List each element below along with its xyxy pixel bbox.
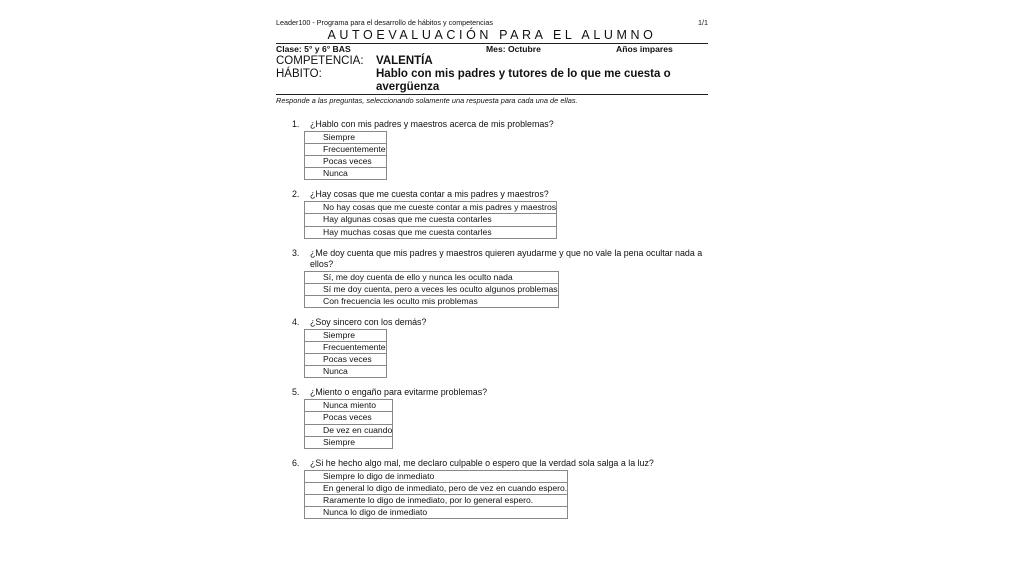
answer-option-row[interactable] — [305, 436, 393, 448]
answer-option-row[interactable] — [305, 342, 387, 354]
answer-option[interactable]: Siempre — [305, 132, 387, 144]
answer-option[interactable]: De vez en cuando — [305, 424, 393, 436]
answer-option[interactable]: Sí me doy cuenta, pero a veces les oculto algunos problemas — [305, 283, 559, 295]
instructions: Responde a las preguntas, seleccionando solamente una respuesta para cada una de ellas. — [276, 96, 578, 105]
answer-option-row[interactable] — [305, 366, 387, 378]
answer-option[interactable]: Hay algunas cosas que me cuesta contarles — [305, 214, 557, 226]
answer-options — [304, 329, 387, 378]
question-text — [292, 387, 708, 398]
document-page — [276, 18, 708, 528]
divider — [276, 94, 708, 95]
question-text — [292, 317, 708, 328]
answer-option-row[interactable] — [305, 295, 559, 307]
answer-option[interactable]: Frecuentemente — [305, 342, 387, 354]
question-number: 6. — [292, 457, 300, 468]
habito-label: HÁBITO: — [276, 68, 322, 80]
question-number: 2. — [292, 189, 300, 200]
question-body: ¿Hay cosas que me cuesta contar a mis padres y maestros? — [310, 189, 549, 200]
document-title: AUTOEVALUACIÓN PARA EL ALUMNO — [327, 28, 657, 42]
question-2 — [276, 189, 708, 238]
question-text — [292, 458, 708, 469]
answer-option[interactable]: En general lo digo de inmediato, pero de vez en cuando espero. — [305, 482, 568, 494]
answer-option-row[interactable] — [305, 156, 387, 168]
answer-option[interactable]: Pocas veces — [305, 412, 393, 424]
question-4 — [276, 317, 708, 378]
answer-option-row[interactable] — [305, 168, 387, 180]
answer-options — [304, 131, 387, 180]
answer-option-row[interactable] — [305, 470, 568, 482]
competencia-value: VALENTÍA — [376, 55, 433, 67]
answer-option[interactable]: Con frecuencia les oculto mis problemas — [305, 295, 559, 307]
answer-option[interactable]: Sí, me doy cuenta de ello y nunca les oculto nada — [305, 271, 559, 283]
answer-option[interactable]: Nunca lo digo de inmediato — [305, 506, 568, 518]
question-text — [292, 248, 708, 270]
competencia-row — [276, 55, 708, 68]
answer-option-row[interactable] — [305, 329, 387, 341]
month-label: Mes: Octubre — [486, 44, 541, 54]
class-label: Clase: 5° y 6° BAS — [276, 44, 351, 54]
answer-option-row[interactable] — [305, 144, 387, 156]
habito-row — [276, 68, 708, 94]
answer-option[interactable]: Nunca miento — [305, 400, 393, 412]
question-body: ¿Me doy cuenta que mis padres y maestros quieren ayudarme y que no vale la pena ocultar nada a ellos? — [310, 247, 703, 269]
answer-option[interactable]: Pocas veces — [305, 156, 387, 168]
question-3 — [276, 248, 708, 308]
question-number: 1. — [292, 119, 300, 129]
question-6 — [276, 458, 708, 519]
answer-option[interactable]: Hay muchas cosas que me cuesta contarles — [305, 226, 557, 238]
answer-option-row[interactable] — [305, 424, 393, 436]
meta-row — [276, 44, 708, 55]
page-number: 1/1 — [698, 18, 708, 27]
question-1 — [276, 119, 708, 180]
question-number: 3. — [292, 247, 300, 258]
habito-value: Hablo con mis padres y tutores de lo que me cuesta o avergüenza — [376, 68, 671, 93]
answer-option-row[interactable] — [305, 202, 557, 214]
questions-list — [276, 119, 708, 519]
question-5 — [276, 387, 708, 448]
answer-option[interactable]: Raramente lo digo de inmediato, por lo general espero. — [305, 494, 568, 506]
question-number: 5. — [292, 387, 300, 398]
question-body: ¿Soy sincero con los demás? — [310, 316, 427, 327]
answer-option[interactable]: No hay cosas que me cueste contar a mis padres y maestros — [305, 202, 557, 214]
answer-option[interactable]: Nunca — [305, 366, 387, 378]
answer-option-row[interactable] — [305, 132, 387, 144]
answer-option-row[interactable] — [305, 271, 559, 283]
question-text — [292, 189, 708, 200]
question-body: ¿Hablo con mis padres y maestros acerca de mis problemas? — [310, 119, 554, 129]
answer-option[interactable]: Siempre — [305, 436, 393, 448]
program-name: Leader100 - Programa para el desarrollo de hábitos y competencias — [276, 18, 493, 27]
answer-options — [304, 201, 557, 238]
answer-option-row[interactable] — [305, 482, 568, 494]
answer-option[interactable]: Siempre — [305, 329, 387, 341]
competencia-label: COMPETENCIA: — [276, 55, 364, 67]
answer-option-row[interactable] — [305, 494, 568, 506]
answer-option-row[interactable] — [305, 283, 559, 295]
answer-option-row[interactable] — [305, 400, 393, 412]
document-header — [276, 18, 708, 27]
answer-options — [304, 399, 393, 448]
answer-options — [304, 271, 559, 308]
answer-option-row[interactable] — [305, 506, 568, 518]
answer-option-row[interactable] — [305, 354, 387, 366]
question-body: ¿Miento o engaño para evitarme problemas? — [310, 387, 488, 398]
question-body: ¿Si he hecho algo mal, me declaro culpable o espero que la verdad sola salga a la luz? — [310, 457, 654, 468]
answer-option-row[interactable] — [305, 412, 393, 424]
answer-option-row[interactable] — [305, 214, 557, 226]
answer-option[interactable]: Frecuentemente — [305, 144, 387, 156]
answer-option-row[interactable] — [305, 226, 557, 238]
question-text — [292, 119, 708, 130]
answer-option[interactable]: Nunca — [305, 168, 387, 180]
answer-option[interactable]: Siempre lo digo de inmediato — [305, 470, 568, 482]
answer-option[interactable]: Pocas veces — [305, 354, 387, 366]
answer-options — [304, 470, 568, 519]
years-label: Años impares — [616, 44, 673, 54]
question-number: 4. — [292, 316, 300, 327]
